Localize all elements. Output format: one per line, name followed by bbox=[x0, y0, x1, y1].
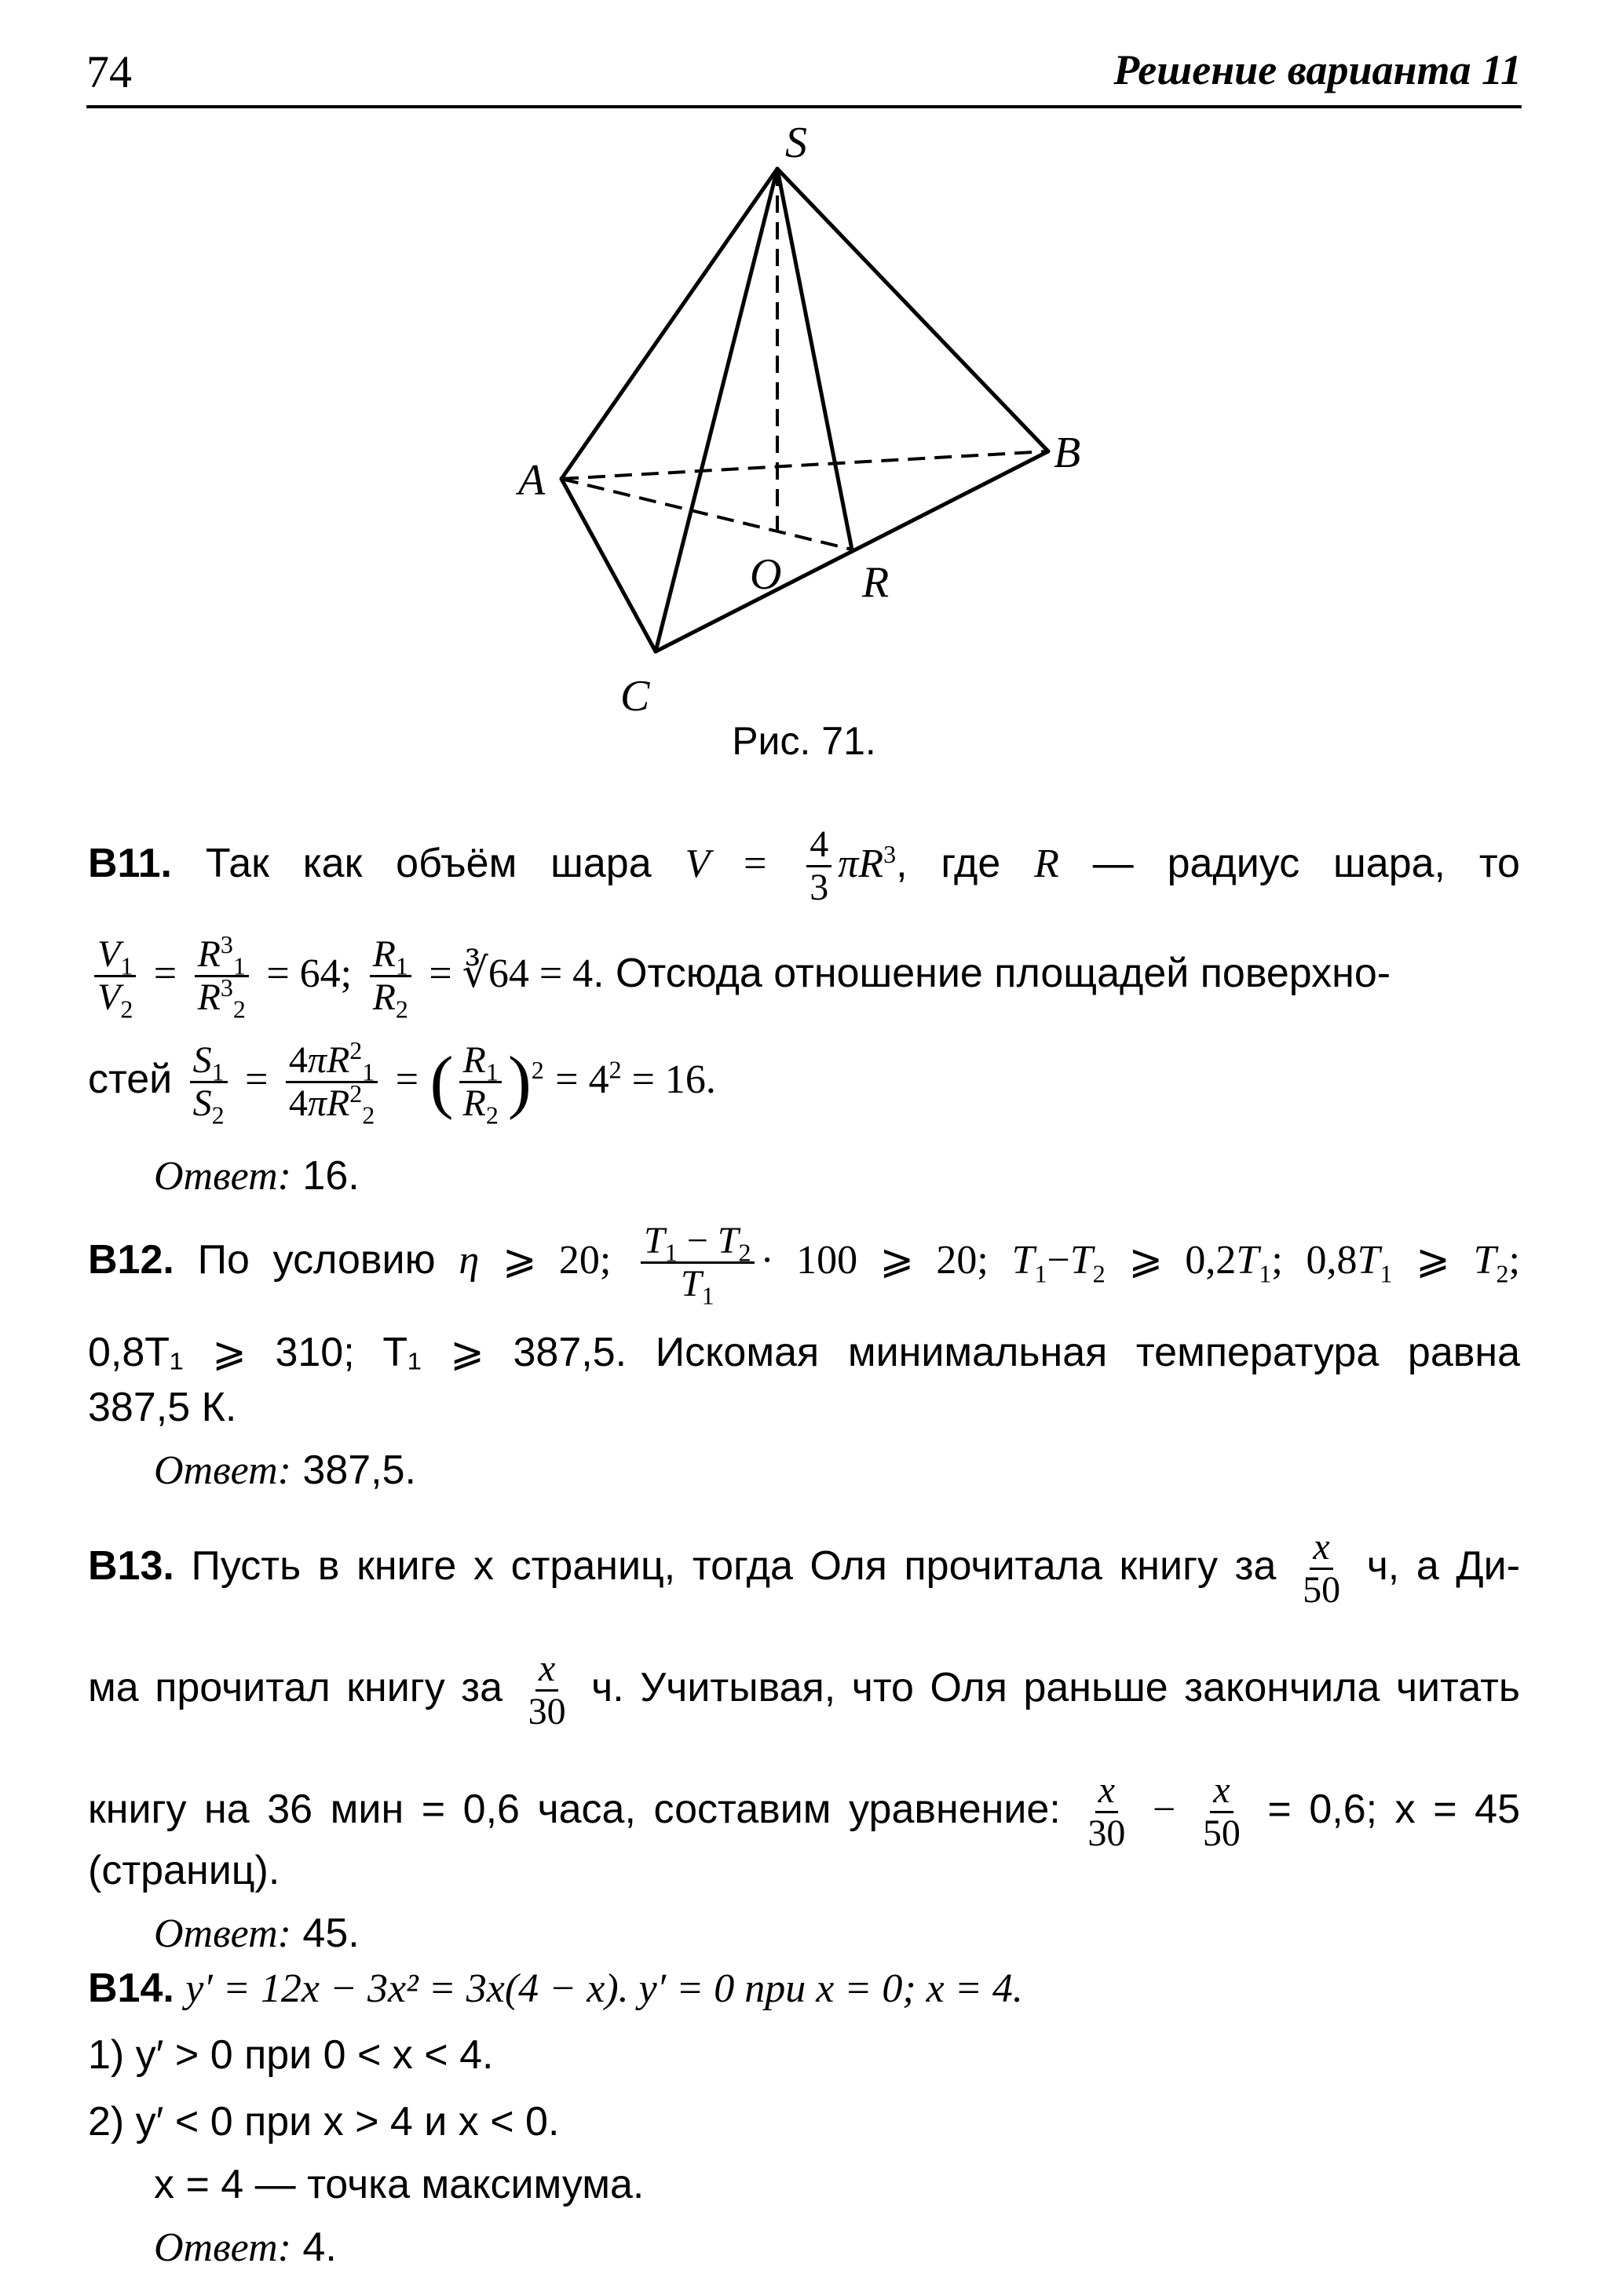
b11-tail-1: — радиус шара, то bbox=[1092, 841, 1520, 887]
b13-text-3: книгу на 36 мин = 0,6 часа, составим уравнение: bbox=[88, 1787, 1061, 1833]
b11-tail-2: . Отсюда отношение площадей поверхно- bbox=[593, 951, 1391, 997]
fraction-R1cubed-R2cubed: $\frac{R^3_1}{R^3_2}$ bbox=[195, 934, 249, 1018]
b14-line-3: 2) y′ < 0 при x > 4 и x < 0. bbox=[88, 2099, 560, 2145]
b12-answer-value: 387,5. bbox=[302, 1447, 416, 1493]
edge-SR bbox=[777, 169, 852, 549]
edge-SA bbox=[561, 169, 777, 479]
b11-line-1: B11. Так как объём шара V = $\frac{4}{3}$ $\pi R^3$, где R — радиус шара, то bbox=[88, 823, 1520, 908]
header-rule bbox=[86, 105, 1522, 108]
b12-answer-label: Ответ: bbox=[154, 1448, 291, 1493]
b13-tail-3: = 0,6; x = 45 bbox=[1267, 1787, 1521, 1833]
fraction-x-30-eq: $\frac{x}{30}$ bbox=[1087, 1769, 1126, 1854]
b12-answer bbox=[154, 1444, 1520, 1497]
b11-answer-label: Ответ: bbox=[154, 1154, 291, 1199]
fraction-area-ratio: $\frac{4\pi R^2_1}{4\pi R^2_2}$ bbox=[286, 1040, 378, 1124]
b14-line-4: x = 4 — точка максимума. bbox=[154, 2162, 645, 2207]
b11-label: B11. bbox=[88, 841, 172, 887]
b11-prefix-3: стей bbox=[88, 1057, 173, 1103]
b13-line-4: (страниц). bbox=[88, 1848, 280, 1893]
page-header bbox=[86, 46, 1522, 108]
b13-answer bbox=[154, 1907, 1520, 1960]
b12-line-1: B12. По условию η ⩾ 20; $\frac{T_1 - T_2}{T_1}$ · 100 ⩾ 20; $T_1-T_2$ ⩾ $0,2T_1$; $0,8T_1$ ⩾ $T_2$; bbox=[88, 1220, 1520, 1310]
b11-line-3: стей $\frac{S_1}{S_2}$ = $\frac{4\pi R^2_1}{4\pi R^2_2}$ = ( $\frac{R_1}{R_2}$ )$^2 = 4^2 = 16$. bbox=[88, 1036, 716, 1130]
label-C: C bbox=[620, 672, 650, 721]
b12-label: B12. bbox=[88, 1237, 174, 1283]
b11-answer bbox=[154, 1150, 1520, 1203]
label-R: R bbox=[862, 558, 890, 607]
b12-line-3: 387,5 К. bbox=[88, 1385, 237, 1430]
b11-where: , где bbox=[896, 841, 1001, 887]
b14-text-1: y′ = 12x − 3x² = 3x(4 − x). y′ = 0 при x = 0; x = 4. bbox=[185, 1966, 1023, 2011]
label-A: A bbox=[518, 456, 546, 505]
fraction-R1-R2-paren: $\frac{R_1}{R_2}$ bbox=[459, 1040, 501, 1124]
edge-CB bbox=[656, 451, 1048, 652]
b13-tail-2: ч. Учитывая, что Оля раньше закончила читать bbox=[591, 1665, 1521, 1711]
edge-AC bbox=[561, 479, 656, 652]
label-O: O bbox=[750, 550, 782, 599]
b11-answer-value: 16. bbox=[302, 1153, 360, 1199]
b13-tail-1: ч, а Ди- bbox=[1366, 1543, 1521, 1590]
fraction-T1-minus-T2: $\frac{T_1 - T_2}{T_1}$ bbox=[641, 1221, 754, 1305]
b14-answer bbox=[154, 2221, 1520, 2274]
fraction-x-30: $\frac{x}{30}$ bbox=[528, 1648, 566, 1732]
b11-text-1: Так как объём шара bbox=[205, 841, 652, 887]
b12-prefix: По условию bbox=[197, 1237, 436, 1283]
hidden-line-AR bbox=[561, 479, 852, 549]
pyramid-figure bbox=[487, 118, 1131, 730]
label-B: B bbox=[1054, 429, 1081, 477]
fraction-x-50-eq: $\frac{x}{50}$ bbox=[1202, 1769, 1241, 1854]
page-number: 74 bbox=[86, 46, 132, 97]
b11-line-2: $\frac{V_1}{V_2}$ = $\frac{R^3_1}{R^3_2}$ = 64; $\frac{R_1}{R_2}$ = ∛64 = 4. Отсюда отношение площадей поверхно- bbox=[88, 934, 1520, 1018]
label-S: S bbox=[785, 119, 807, 167]
b13-text-1: Пусть в книге x страниц, тогда Оля прочитала книгу за bbox=[191, 1543, 1277, 1590]
b12-line-2: 0,8T₁ ⩾ 310; T₁ ⩾ 387,5. Искомая минимальная температура равна bbox=[88, 1330, 1520, 1375]
hidden-edge-AB bbox=[561, 451, 1048, 479]
b13-line-3: книгу на 36 мин = 0,6 часа, составим уравнение: $\frac{x}{30}$ − $\frac{x}{50}$ = 0,6; x = 45 bbox=[88, 1769, 1521, 1854]
b14-line-1 bbox=[88, 1962, 1520, 2015]
b13-answer-value: 45. bbox=[302, 1911, 360, 1956]
b13-label: B13. bbox=[88, 1543, 174, 1590]
fraction-x-50: $\frac{x}{50}$ bbox=[1303, 1526, 1341, 1611]
fraction-S1-S2: $\frac{S_1}{S_2}$ bbox=[190, 1040, 228, 1124]
b13-line-1 bbox=[88, 1527, 1520, 1611]
edge-SB bbox=[777, 169, 1048, 451]
b14-line-2: 1) y′ > 0 при 0 < x < 4. bbox=[88, 2032, 494, 2078]
fraction-4-3: $\frac{4}{3}$ bbox=[806, 824, 831, 908]
b13-answer-label: Ответ: bbox=[154, 1911, 291, 1956]
b14-label: B14. bbox=[88, 1966, 174, 2011]
running-title: Решение варианта 11 bbox=[1113, 46, 1522, 93]
fraction-R1-R2: $\frac{R_1}{R_2}$ bbox=[370, 934, 411, 1018]
b14-answer-label: Ответ: bbox=[154, 2225, 291, 2270]
b13-text-2: ма прочитал книгу за bbox=[88, 1665, 503, 1711]
fraction-V1-V2: $\frac{V_1}{V_2}$ bbox=[94, 934, 136, 1018]
b14-answer-value: 4. bbox=[302, 2225, 337, 2270]
b13-line-2 bbox=[88, 1648, 1520, 1732]
figure-caption: Рис. 71. bbox=[732, 719, 876, 763]
